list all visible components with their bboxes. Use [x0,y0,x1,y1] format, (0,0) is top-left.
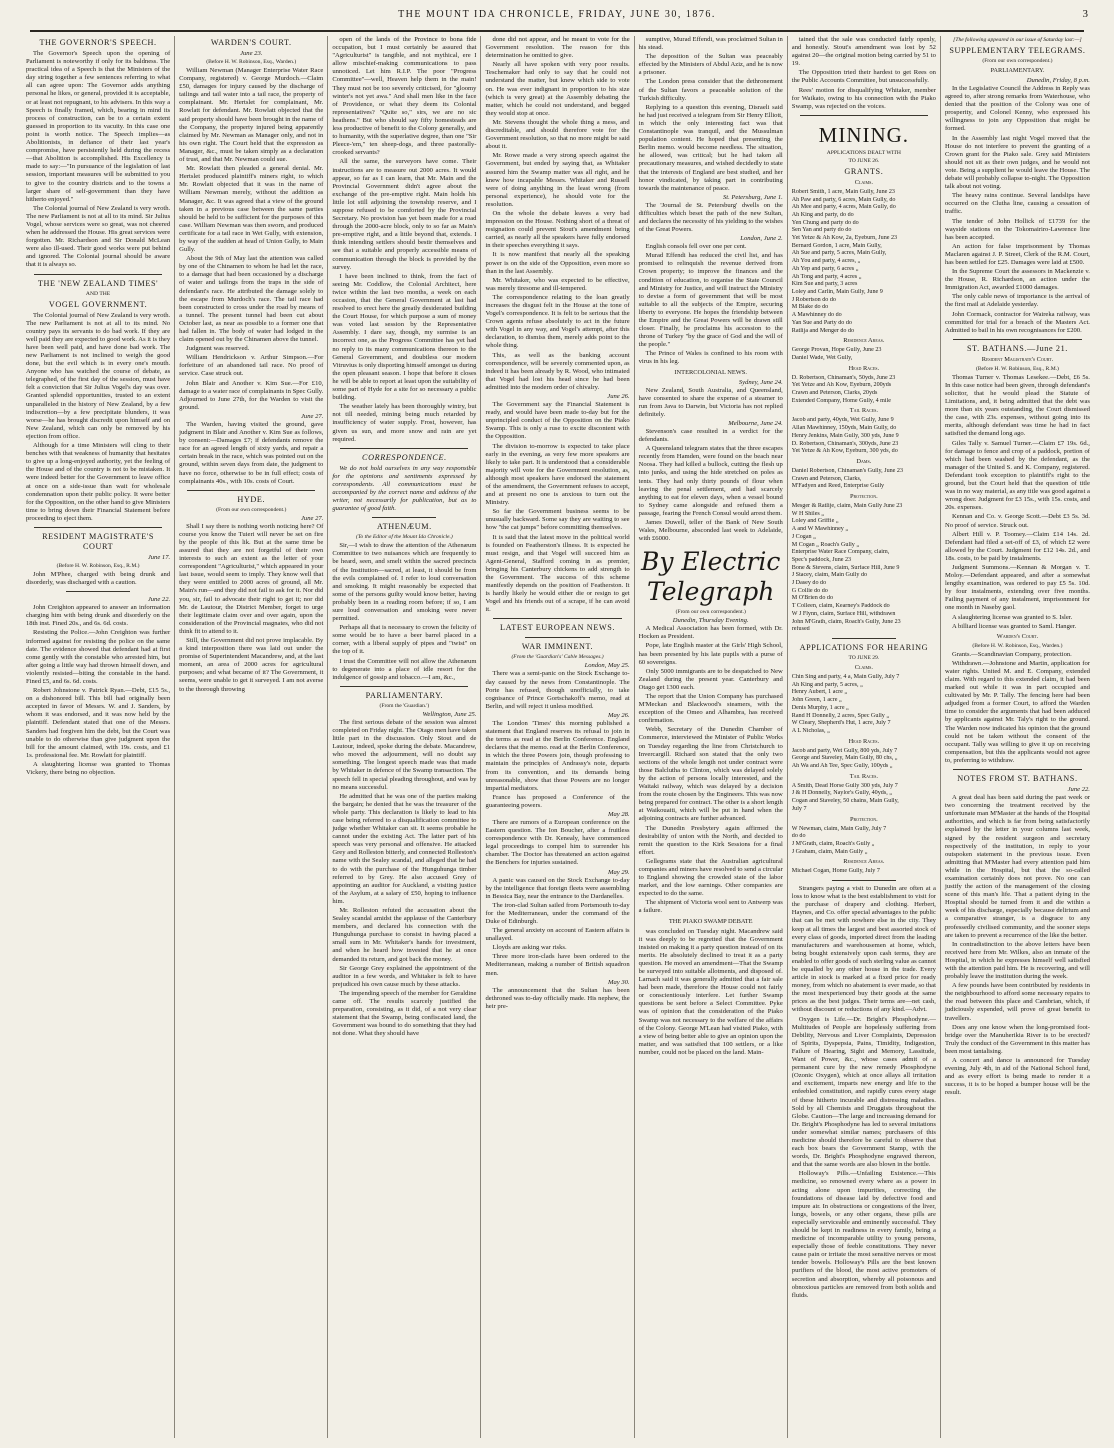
article-paragraph: About the 9th of May last the attention was called by one of the Chinamen to whom he had let the race, to a damage that had been occasioned by a discharge of water and tailings from the traps in the side of defendant's race. He attributed the damage solely to the escape from Murdoch's race. The tail race had been constructed to cross under the road by means of a tunnel. The present tunnel had been cut about October last, as near as possible to a former one that had fallen in. The body of water had lodged in the claim opened out by the Chinamen above the tunnel. [179,255,324,344]
page-number: 3 [1082,8,1088,20]
dateline: Sydney, June 24. [738,378,783,386]
list-item: Kim Sue and party, 3 acres [791,281,858,288]
list-item: Ah Yep and party, 6 acres „ [791,265,859,272]
divider [66,591,130,592]
dams-list [792,468,936,491]
article-paragraph: The general anxiety on account of Eastern affairs is unallayed. [485,927,630,943]
list-item: Jacob and party, Wet Gully, 800 yds, July 7 [791,747,898,754]
court-before: (Before H. W. Robinson, Esq., Warden.) [206,59,297,65]
list-item: Robert Smith, 1 acre, Main Gully, June 23 [791,188,895,195]
article-paragraph: It is said that the latest move in the political world is founded on Featherston's illness. It is expected he must resign, and that Vogel will succeed him as Agent-General, Stafford coming in as premier, bringing his Canterbury chickens to add strength to the Government. The success of this scheme manifestly depends on the position of Featherston. It is hardly likely he would either die or resign to get Vogel and his friends out of a scrape, if he can avoid it. [485,533,630,614]
article-paragraph: The Prince of Wales is confined to his room with virus in his leg. [638,350,783,366]
divider [34,274,162,275]
article-paragraph: Three more iron-clads have been ordered to the Mediterranean, making a number of British squadron men. [485,953,630,977]
list-item: Yet Yetze & Ah Kow, Eyeburn, 300 yds, do [791,448,898,455]
hearing-head-races-list [792,748,936,771]
article-paragraph: A great deal has been said during the past week or two concerning the treatment received by the unfortunate man M'Master at the hands of the Hospital authorities, and which is far from being satisfactorily explained by the letter in your columns last week, signed by the resident surgeon and secretary respectively of the institution, in reply to your outspoken statement in the previous issue. Even admitting that M'Master had every attention paid him while in the Hospital, but that the so-called examination certainly does not prove. No one can justify the action of the management of the closing scene of this man's life. That a patient dying in the Hospital should be turned from it and die within a week of his discharge, especially because delirium and a comparative stranger, is a disgrace to any professedly civilised community, and the sooner steps are taken to prevent a recurrence of the like the better. [944,794,1090,939]
divider [953,769,1082,770]
latest-european-news-heading: LATEST EUROPEAN NEWS. [500,623,616,633]
list-item: M Cogan „ Roach's Gully „ [791,541,860,548]
list-item: July 7 [791,805,807,812]
divider [34,527,162,528]
list-item: Sen Yan and party do do [791,227,852,234]
list-item: Ah Wa and Ah Tee, Spec Gully, 100yds „ [791,763,893,770]
correspondent-note: (From our own correspondent.) [675,609,746,616]
article-paragraph: Still, the Government did not prove implacable. By a kind interposition there was laid out under the promise of Superintendent Macandrew, and, at the last moment, an area of 2000 acres for agricultural purposes; and what became of it? The Government, it seems, were unable to get it surveyed. I am not averse to the thorough throwing [179,637,324,693]
dams-heading: Dams. [856,457,872,465]
mining-subheading-date: TO JUNE 26. [848,157,880,164]
divider [832,880,896,881]
dateline: June 17. [147,553,171,561]
article-paragraph: So far the Government business seems to be unusually backward. Some say they are waiting to see how "the cat jumps" before committing themselves. [485,508,630,532]
article-paragraph: The London 'Times' this morning published a statement that England reserves its refusal to join in the terms as read at the Berlin Conference. England declares that the memo. read at the Berlin Conference, in which the three Powers join, though professing to maintain the principles of Andrassy's note, departs from its convention, and its demands being unreasonable, show that those Powers are no longer impartial mediators. [485,719,630,792]
article-paragraph: A slaughtering license was granted to Thomas Vickery, there being no objection. [26,760,171,777]
list-item: W Newman, claim, Main Gully, July 7 [791,825,887,832]
list-item: George and Staveley, Main Gully, 80 chs, „ [791,755,898,762]
head-races-heading: Head Races. [848,364,880,372]
list-item: Spec's paddock, June 23 [791,556,852,563]
claims-list [792,189,936,335]
article-paragraph: English consols fell over one per cent. [645,243,747,251]
article-paragraph: The Colonial journal of New Zealand is very wroth. The new Parliament is not at all to its mind. Sir Julius Vogel, whose services were so great, was not cheered when he addressed the House. His great services were forgotten. Mr. Richardson and Sir Donald McLean were also ill-used. Their good works were put behind and ignored. The Colonial journal should be aware that it is always so. [26,204,171,269]
newspaper-title: THE MOUNT IDA CHRONICLE, FRIDAY, JUNE 30, 1876. [398,9,716,20]
dateline: May 26. [608,711,630,719]
electric-telegraph-heading: By Electric Telegraph [640,547,781,607]
article-paragraph: Replying to a question this evening, Disraeli said he had just received a telegram from Sir Henry Elliott, in which the only interesting fact was that Constantinople was tranquil, and the Mussulman population content. He hoped that presenting the Berlin memo. would become needless. The situation, he allowed, was critical; but he had taken all precautionary measures, and wished decidedly to state that the interests of England are best studied, and her honor vindicated, by taking part in contributing towards the maintenance of peace. [638,103,783,192]
article-paragraph: Mr. Rowlatt then pleaded a general denial. Mr. Hertslet produced plaintiff's miners right, to which Mr. Rowlatt objected that it was in the name of William Newman merely, without the addition as Manager, &c. It was agreed that a view of the ground taken in a previous case between the same parties should be held to be sufficient for the purposes of this case. William Newman was then sworn, and produced certificate for a tail race in Wet Gully, with extension, by way of the sudden at head of Union Gully, to Main Gully. [179,165,324,254]
list-item: J Robertson do do [791,296,836,303]
rm-court-heading: RESIDENT MAGISTRATE'S COURT [42,531,155,551]
hearing-residence-list [792,868,936,876]
supplementary-telegrams-heading: SUPPLEMENTARY TELEGRAMS. [949,46,1086,55]
list-item: Yet Yetze & Ah Kow, 2a, Eyeburn, June 23 [791,235,898,242]
divider [525,637,589,638]
governor-speech-heading: THE GOVERNOR'S SPEECH. [39,38,157,47]
article-paragraph: In contradistinction to the above letters have been received here from Mr. Wilkes, also an inmate of the Hospital, in which he expresses himself well satisfied with the attention paid him. He is recovering, and will probably leave the institution during the week. [944,940,1090,981]
court-before: (Before H. W. Robinson, Esq., R.M.) [56,562,140,569]
column-5 [635,36,788,1438]
nz-times-heading: THE 'NEW ZEALAND TIMES' [37,278,159,288]
source-note: (From the 'Guardian.') [379,702,430,709]
vogel-government-heading: VOGEL GOVERNMENT. [48,299,148,309]
article-paragraph: I trust the Committee will not allow the Athenæum to degenerate into a place of idle resort for the indulgence of gossip and tobacco.—I am, &c., [332,657,477,681]
hearing-heading: APPLICATIONS FOR HEARING [799,643,929,652]
dateline: Melbourne, June 24. [728,419,783,427]
divider [800,115,928,116]
list-item: A Mawhinney do do [791,312,842,319]
protection-list [792,503,936,634]
article-paragraph: Resisting the Police.—John Creighton was further informed against for resisting the police on the same date. The evidence showed that defendant had at first come gently with the constable who arrested him, but after going a little way had thrown himself down, and violently resisted—biting the constable in the hand. Fined £5, and 6s. 6d. costs. [26,629,171,685]
hearing-protection-heading: Protection. [849,815,878,823]
hearing-tail-races-list [792,783,936,814]
dateline: June 22. [147,596,171,604]
list-item: Allan Mawhinney, 150yds, Main Gully, do [791,425,897,432]
dateline: May 29. [608,868,630,876]
article-paragraph: John Creighton appeared to answer an information charging him with being drunk and disorderly on the 18th inst. Fined 20s., and 6s. 6d. costs. [26,604,171,628]
mining-subheading: APPLICATIONS DEALT WITH [826,149,901,156]
residence-list [792,347,936,362]
dateline: June 27. [300,514,324,522]
article-paragraph: I have been inclined to think, from the fact of seeing Mr. Coddlow, the Colonial Architect, here twice within the last two months, a week on each occasion, that the General Government at last had resolved to erect here the greatly desiderated building the Court House, for which purpose a sum of money was voted last session by the Representative Assembly. I dare say, though, my surmise is an incorrect one, as the Progress Committee has yet had no reply to its many communications thereon to the General Government, and doubtless our modern Vitruvius is only disporting himself amongst us during the open pleasant season. I hope that before it closes he will be able to report at least upon the suitability of some part of Hyde for a site for so necessary a public building. [332,272,477,402]
article-paragraph: Thomas Turner v. Thomas Lesekee.—Debt, £6 5s. In this case notice had been given, through defendant's solicitor, that he would plead the Statute of Limitations, and, it being admitted that the debt was more than six years outstanding, the Court dismissed the case, with 23s. expenses, without going into its merits, although defendant was time he had in fact satisfied the demand long ago. [944,373,1090,438]
article-paragraph: Sir,—I wish to draw the attention of the Athenæum Committee to two nuisances which are frequently to be heard, seen, and smelt within the sacred precincts of the Institution—sacred, at least, it should be from the evils complained of. I refer to loud conversation and smoking. It might reasonably be expected that some of the persons guilty would know better, having probably been in a reading room before; if so, I am sure loud conversation and smoking were never permitted. [332,542,477,623]
list-item: Cogan and Staveley, 50 chains, Main Gully, [791,798,899,805]
column-2 [175,36,328,1438]
article-paragraph: The announcement that the Sultan has been dethroned was to-day officially made. His nephew, the heir pre- [485,986,630,1010]
hearing-tail-races-heading: Tail Races. [849,772,878,780]
list-item: Bone & Stevens, claim, Surface Hill, June 9 [791,564,900,571]
article-paragraph: France has proposed a Conference of the guaranteeing powers. [485,793,630,809]
article-paragraph: In the Legislative Council the Address in Reply was agreed to, after strong remarks from Waterhouse, who denied that the position of the Colony was one of prosperity, and Colonel Kenny, who expressed his willingness to join any Opposition that might be formed. [944,85,1090,133]
advertisement-paragraph: Holloway's Pills.—Unfailing Existence.—This medicine, so renowned every where as a power in acting alone upon impurities, correcting the foundations of disease laid by defective food and impure air. In obstructions or congestions of the liver, lungs, bowels, or any other organs, these pills are especially serviceable and eminently successful. They should be kept in readiness in every family, being a medicine of incomparable utility to young persons, especially those of feeble constitutions. They never cause pain or irritate the most sensitive nerves or most tender bowels. Holloway's Pills are the best known purifiers of the blood, the most active promoters of secretion and absorption, whereby all poisonous and obnoxious particles are removed from both solids and fluids. [791,1170,936,1299]
article-paragraph: New Zealand, South Australia, and Queensland, have consented to share the expense of a steamer to run from Java to Darwin, but Victoria has not replied definitely. [638,386,783,418]
divider [372,517,436,518]
divider [493,618,621,619]
column-3 [328,36,481,1438]
correspondent-note: (From our own correspondent.) [216,506,287,513]
article-paragraph: He admitted that he was one of the parties making the bargain; he denied that he was the treasurer of the whole party. This declaration is likely to lead to his case being referred to a disqualification committee to judge whether Whitaker can sit. It seems probable he cannot under the existing Act. The latter part of his speech was very personal and offensive. He attacked Grey and Rolleston bitterly, and connected Rolleston's name with the Sealey scandal, and alleged that he had to do with the purchase of the Hunguhunga timber referred to by Grey. He also accused Grey of appointing an auditor for Auckland, a visiting justice of the Asylum, at a salary of £50, hoping to influence him. [332,792,477,905]
article-paragraph: It is now manifest that nearly all the speaking power is on the side of the Opposition, even more so than in the last Assembly. [485,251,630,275]
article-paragraph: Mr. Rolleston refuted the accusation about the Sealey scandal amidst the applause of the Canterbury members, and declared his connection with the Hunguhunga purchase to consist in having placed a small sum in Mr. Whitaker's hands for investment, and when he heard how invested that he at once demanded its return, and got back the money. [332,907,477,963]
list-item: Chin Sing and party, 4 a, Main Gully, July 7 [791,674,900,680]
dateline: St. Petersburg, June 1. [722,193,783,201]
article-paragraph: Murad Effendi has reduced the civil list, and has promised to relinquish the revenue derived from Crown property; to improve the finances and the condition of education, to organise the State Council and Ministry for Justice, and will instruct the Ministry to devise a form of government that will be most suitable to all the subjects of the Empire, securing liberty to everyone. He hopes the friendship between the Empire and the Great Powers will be drawn still closer. Finally, he proclaims his accession to the throne of Turkey "by the grace of God and the will of the people." [638,252,783,349]
article-paragraph: A Medical Association has been formed, with Dr. Hocken as President. [638,625,783,641]
article-paragraph: Withdrawn.—Johnstone and Martin, application for water rights. United M. and E. Company, extended claim. With regard to this extended claim, it had been marked out while it was in part occupied and cultivated by Mr. P. Tally. The fencing here had been adjudged from a former Court, to afford the Warden time to consider the arguments that had been adduced by applicants against Mr. Taly's right to the ground. The Warden now indicated his opinion that the ground could not be taken without the consent of the occupant. Tally was willing to give it up on receiving compensation, but this the applicants would not agree to, preferring to withdraw. [944,659,1090,764]
intercolonial-heading: INTERCOLONIAL NEWS. [674,368,747,376]
article-paragraph: Perhaps all that is necessary to crown the felicity of some would be to have a beer barrel placed in a corner, with a liberal supply of pipes and "twist" on the top of it. [332,624,477,656]
article-paragraph: William Hendrickson v. Arthur Simpson.—For forfeiture of an abandoned tail race. No proof of service. Case struck out. [179,354,324,378]
article-paragraph: Giles Tally v. Samuel Turner.—Claim £7 19s. 6d., for damage to fence and crop of a paddock, portion of which had been washed by the defendant, as the manager of the United S. and K. Company, registered. Defendant took exception to plaintiff's right to the ground, but the Court held that the question of title was in no way material, as any title was good against a wrong doer. Judgment for £3 15s., with 15s. costs, and 20s. expenses. [944,439,1090,512]
article-paragraph: In the Supreme Court the assessors in Mackenzie v. the House, R. Richardson, an action under the Immigration Act, awarded £1000 damages. [944,268,1090,292]
article-paragraph: A slaughtering license was granted to S. Isler. [951,613,1073,621]
list-item: W Cleary, Shepherd's Hut, 1 acre, July 7 [791,720,891,727]
list-item: Henry Aubert, 1 acre „ [791,689,848,696]
article-paragraph: This, as well as the banking account correspondence, will be severely commented upon, as indeed it has been already by R. Wood, who intimated that Vogel had lost his head since he had been admitted into the modern order of chivalry. [485,351,630,391]
article-paragraph: There was a semi-panic on the Stock Exchange to-day caused by the news from Constantinople. The Porte has refused, though unofficially, to take cognisance of Prince Gortschakoff's memo, read at Berlin, and will reject it unless modified. [485,670,630,710]
notes-st-bathans-heading: NOTES FROM ST. BATHANS. [957,774,1078,784]
grants-heading: GRANTS. [844,166,884,176]
list-item: Daniel Robertson, Chinaman's Gully, June 23 [791,467,904,474]
article-paragraph: Sir George Grey explained the appointment of the auditor in a few words, and Whitaker is felt to have prejudiced his own cause much by these attacks. [332,964,477,988]
protection-heading: Protection. [849,493,878,501]
list-item: A and W Mawhinney „ [791,526,849,533]
article-paragraph: James Duwell, teller of the Bank of New South Wales, Melbourne, absconded last week to Adelaide, with £6000. [638,518,783,543]
list-item: J Dasey do do [791,580,827,587]
article-paragraph: A few pounds have been contributed by residents in the neighbourhood to afford some necessary repairs to the road between this place and Cambrian, which, if judiciously expended, will prove of great benefit to travellers. [944,982,1090,1022]
list-item: Henry Jenkins, Main Gully, 300 yds, June 9 [791,432,899,439]
hearing-subheading: TO JUNE 29. [848,655,880,661]
list-item: Ratlija and Menger do do [791,327,855,334]
list-item: Bernard Gordon, 1 acre, Main Gully, [791,242,882,249]
article-paragraph: The only cable news of importance is the arrival of the first mail at Adelaide yesterday. [944,293,1090,309]
divider [953,339,1082,340]
list-item: Ah King and party, do do [791,211,854,218]
head-races-list [792,375,936,406]
article-paragraph: was concluded on Tuesday night. Macandrew said it was deeply to be regretted that the Government insisted on making it a party question instead of on its merits. He absolutely declined to treat it as a party question. He moved an amendment—That the Swamp be surveyed into suitable allotments, and disposed of. Larnach said it was generally admitted that a fair sale had been made, therefore the House could not fairly or conscientiously interfere. Let further Swamp questions be sent before a Select Committee. Pyke was of opinion that the consideration of the Piako Swamp was not necessary to the welfare of the affairs of the Colony. George M'Lean had visited Piako, with a view of being better able to give an opinion upon the matter, and was satisfied that 100 settlers, or a like number, could not be placed on the land. Main- [638,927,783,1056]
correspondence-heading: CORRESPONDENCE. [362,452,447,462]
article-paragraph: William Newman (Manager Enterprise Water Race Company, registered) v. George Murdoch.—Claim £50, damages for injury caused by the discharge of tailings and tail water into a tail race, the property of complainant. Mr. Hertslet for complainant, Mr. Rowlatt for defendant. Mr. Rowlatt objected that the said property should have been brought in the name of the Company, the property injured being apparently claimed by Mr. Newman as Manager only, and not in his own right. The Court held that the expression as Manager, &c., must be taken simply as a declaration of trust, and that Mr. Newman could sue. [179,67,324,164]
list-item: J Graham, claim, Main Gully „ [791,848,868,855]
list-item: Crawn and Peterson, Clarks, [791,475,862,482]
column-1 [22,36,175,1438]
list-item: G Collie do do [791,587,828,594]
article-paragraph: The London press consider that the dethronement of the Sultan favors a peaceable solution of the Turkish difficulty. [638,78,783,102]
court-before: (Before H. W. Robinson, Esq., R.M.) [975,365,1059,372]
list-item: John M'Grath, claim, Roach's Gully, June 23 [791,618,901,625]
article-paragraph: There are rumors of a European conference on the Eastern question. The Ion Boucher, after a fruitless correspondence with Dr. Kenealy, have commenced legal proceedings to compel him to surrender his chamber. The Doctor has threatened an action against the Benchers for injuries sustained. [485,818,630,867]
article-paragraph: The Dunedin Presbytery again affirmed the desirability of union with the North, and decided to remit the question to the Kirk Sessions for a final effort. [638,824,783,856]
article-paragraph: Grants.—Scandinavian Company, protection. [951,650,1072,658]
parliamentary-heading: PARLIAMENTARY. [990,67,1045,74]
list-item: Ah Sue and party, 5 acres, Main Gully, [791,250,887,257]
article-paragraph: Mr. Stevens thought the whole thing a mess, and discreditable, and should therefore vote for the Government resolution, so that no more might be said about it. [485,118,630,151]
list-item: Ah King and party, 5 acres, „ [791,681,863,688]
list-item: D. Robertson, Chinaman's, 300yds, June 23 [791,440,899,447]
list-item: Enterprise Water Race Company, claim, [791,549,890,556]
divider [340,448,468,449]
list-item: Yen Chung and party do do [791,219,859,226]
article-paragraph: A billiard license was granted to Saml. Hanger. [951,622,1077,630]
article-paragraph: sumptive, Murad Effendi, was proclaimed Sultan in his stead. [638,36,783,52]
list-item: J Cogan „ [791,533,816,540]
article-paragraph: Judgment Summons.—Kennan & Morgan v. T. Moloy.—Defendant appeared, and after a somewhat lengthy examination, was ordered to pay £5 5s. 10d. by four instalments, extending over five months. Failing payment of any instalment, imprisonment for one month in Naseby gaol. [944,563,1090,612]
article-paragraph: Gellegrams state that the Australian agricultural companies and miners have resolved to send a circular to England showing the crowded state of the labor market, and the low earnings. Other companies are expected to do the same. [638,857,783,898]
article-paragraph: The Opposition tried their hardest to get Rees on the Public Accounts Committee, but unsuccessfully. [791,69,936,85]
article-paragraph: The report that the Union Company has purchased M'Meckan and Blackwood's steamers, with the exception of the Omeo and Alhambra, has received confirmation. [638,693,783,725]
advertisement-paragraph: Strangers paying a visit to Dunedin are often at a loss to know what is the best establishment to visit for the purchase of drapery and clothing. Herbert, Haynes, and Co. offer special advantages to the public that can be met with nowhere else in the city. They keep at all times the largest and best assorted stock of every class of goods, imported direct from the leading manufacturers and warehousemen at home, which, being bought extensively upon cash terms, they are enabled to offer goods of such sterling value as cannot be equalled by any other house in the trade. Every article in stock is marked at a fixed price for ready money, from which no abatement is ever made, so that the most inexperienced buy their goods at the same prices as the best judges. Their terms are—net cash, without discount or reductions of any kind.—Advt. [791,885,936,1014]
article-paragraph: Judgment was reserved. [186,345,250,353]
list-item: Yan Sue and Party do do [791,319,852,326]
list-item: George Provan, Hope Gully, June 23 [791,347,882,354]
list-item: T Colleen, claim, Kearney's Paddock do [791,603,890,610]
list-item: Ah Mee and party, 4 acres, Main Gully, do [791,204,896,211]
article-paragraph: In the Assembly last night Vogel moved that the House do not interfere to prevent the granting of a Crown grant for the Piako sale. Grey said Ministers should not sit as their own judges, and he would not vote. Being a supplient he would leave the House. The debate will probably collapse to-night. The Opposition talk about not voting. [944,134,1090,191]
list-item: J & H Donnelly, Naylor's Gully, 40yds, „ [791,790,892,797]
list-item: A L Nicholas, „ [791,727,830,734]
athenaeum-heading: ATHENÆUM. [377,522,432,532]
article-paragraph: A panic was caused on the Stock Exchange to-day by the intelligence that foreign fleets were assembling in Bessica Bay, near the entrance to the Dardanelles. [485,876,630,900]
article-paragraph: Rees' motion for disqualifying Whitaker, member for Waikato, owing to his connection with the Piako Swamp, was rejected on the voices. [791,86,936,110]
list-item: Jacob and party, 40yds, Wet Gully, June 9 [791,417,894,424]
dateline: London, June 2. [740,235,783,243]
list-item: Loley and Griffie „ [791,518,839,525]
dateline: June 23. [240,50,263,57]
article-paragraph: Does any one know when the long-promised foot-bridge over the Manuherikia River is to be erected? Truly the conduct of the Government in this matter has been most tantalising. [944,1023,1090,1055]
list-item: Ah Tong and party, 4 acres „ [791,273,862,280]
residence-heading: Residence Areas. [843,337,885,345]
divider [187,490,315,491]
article-paragraph: Robert Johnstone v. Patrick Ryan.—Debt, £15 5s., on a dishonored bill. This bill had originally been accepted in favor of Messrs. W. and J. Sanders, by whom it was endorsed, and it was now held by the plaintiff. Defendant stated that one of the Messrs. Sanders had forgiven him the debt, but the Court was unable to do otherwise than give judgment upon the bill for the amount claimed, with 19s. costs, and £1 1s. professional fee. Mr. Rowlatt for plaintiff. [26,687,171,759]
article-paragraph: The Colonial journal of New Zealand is very wroth. The new Parliament is not at all to its mind. No country pays its servants to do bad work. If they are well paid they are expected to good work. As it is they have been well paid, and have done bad work. The new Parliament is not inclined to weigh the good done, but the evil which is in every one's mouth. Anyone who has watched the course of debate, as telegraphed, of the first day of the session, must have felt a conviction that Sir Julius Vogel's day was over. Granted splendid opportunities, trusted to an extent unparalleled in the history of New Zealand, by a few indiscretion—by a few precipitate blunders, it was worse—he has brought discredit upon himself and on New Zealand, which can only be removed by his ejection from office. [26,311,171,440]
correspondence-note: We do not hold ourselves in any way responsible for the opinions and sentiments expressed by correspondents. All communications must be accompanied by the correct name and address of the writer, not necessarily for publication, but as to guarantee of good faith. [332,464,477,513]
issue-note: [The following appeared in our issue of Saturday last:—] [953,37,1082,43]
article-paragraph: Mr. Whitaker, who was expected to be effective, was merely tiresome and ill-tempered. [485,276,630,292]
list-item: Loley and Carlin, Main Gully, June 9 [791,288,883,295]
list-item: Crawn and Peterson, Clarks, 20yds [791,390,878,397]
list-item: Denis Murphy, 1 acre „ [791,704,849,711]
column-7 [941,36,1094,1438]
article-paragraph: Albert Hill v. P. Toomey.—Claim £14 14s. 2d. Defendant had filed a set-off of £3, of which £2 were allowed by the Court. Judgment for £12 14s. 2d., and 18s. costs, to be paid by instalments. [944,530,1090,562]
article-paragraph: Stevenson's case resulted in a verdict for the defendants. [638,427,783,444]
tail-races-list [792,417,936,456]
newspaper-columns [22,36,1094,1438]
list-item: W J Flynn, claim, Surface Hill, withdrawn [791,610,896,617]
column-4 [481,36,634,1438]
article-paragraph: A Queensland telegram states that the three escapes recently from Hamden, were found on the beach near Noosa. They had killed a bullock, cutting the flesh up into junks, and using the hide stretched on poles as tents. They had only thirty pounds of flour when leaving the penal settlement, and had scarcely anything to eat for eleven days, when a vessel bound to Sydney came alongside and refused them a passage, fearing the French Consul would arrest them. [638,445,783,517]
list-item: M Blake do do [791,304,829,311]
list-item: A Smith, Dead Horse Gully 300 yds, July 7 [791,782,898,789]
mining-heading: MINING. [818,122,910,147]
dateline: London, May 25. [584,662,630,670]
dateline: June 22. [1067,786,1090,794]
article-paragraph: A concert and dance is announced for Tuesday evening, July 4th, in aid of the National School fund, and as every effort is being made to render it a success, it is to be hoped a bumper house will be the result. [944,1057,1090,1097]
article-paragraph: tained that the sale was conducted fairly openly, and honestly. Stout's amendment was lost by 52 against 20—the original motion being carried by 51 to 19. [791,36,936,68]
hearing-residence-heading: Residence Areas. [843,858,885,866]
list-item: M O'Brien do do [791,595,833,602]
dateline: Dunedin, Friday, 8 p.m. [1026,77,1090,84]
dateline: June 26. [607,393,630,401]
letter-address: (To the Editor of the Mount Ida Chronicle.) [355,534,453,541]
article-paragraph: open of the lands of the Province to bona fide occupation, but I must certainly be assured that "Agriculturist" is tangible, and not mythical, ere I allow mischief-making communications to pass unnoticed. Let him R.I.P. The poor "Progress Committee"—well, Heaven help them in the main! They must not be too severely criticised, for "gloomy winter's not yet awa." And shall men like in the face of Providence, or what they deem its Colonial representatives? "Quite so," sirs, we are no sic heathens." But who should say fifty homesteads are less productive of benefit to the Colony generally, and to humanity, with the superlative degree, than one "Sir Pleece-'em," ten sheep-dogs, and three pastorally-crooked servants? [332,36,477,157]
article-paragraph: The weather lately has been thoroughly wintry, but not till needed, mining being much retarded by insufficiency of water supply. Frost, however, has given us sun, and more snow and rain are yet required. [332,403,477,443]
article-paragraph: Pope, late English master at the Girls' High School, has been presented by his late pupils with a purse of 60 sovereigns. [638,642,783,666]
dateline: May 28. [608,810,630,818]
advertisement-paragraph: Oxygen is Life.—Dr. Bright's Phosphodyne.—Multitudes of People are hopelessly suffering from Debility, Nervous and Liver Complaints, Depression of Spirits, Dyspepsia, Pains, Timidity, Indigestion, Failure of Hearing, Sight and Memory, Lassitude, Want of Power, &c., whose cases admit of a permanent cure by the new remedy Phosphodyne (Ozonic Oxygen), which at once allays all irritation and excitement, imparts new energy and life to the enfeebled constitution, and rapidly cures every stage of these hitherto incurable and distressing maladies. Sold by all Chemists and Druggists throughout the Globe. Caution—The large and increasing demand for Dr. Bright's Phosphodyne has led to several imitations under somewhat similar names; purchasers of this medicine should therefore be careful to observe that each box bears the Government Stamp, with the words, Dr. Bright's Phosphodyne engraved thereon, and that the same words are also blown in the bottle. [791,1015,936,1169]
piako-debate-heading: THE PIAKO SWAMP DEBATE [668,917,753,925]
article-paragraph: The first serious debate of the session was almost completed on Friday night. The Otago men have taken little part in the discussion. Only Stout and de Lautour, indeed, spoke during the debate. Macandrew, who moved the adjournment, will no doubt say something. The longest speech made was that made by Whitaker in defence of the Swamp transaction. The speech fell in special pleading throughout, and was by no means successful. [332,718,477,791]
article-paragraph: The Warden, having visited the ground, gave judgment in Blair and Another v. Kim Sue as follows, by consent:—Damages £7; if defendants remove the race for an agreed length of sixty yards, and repair a certain break in the race, which was pointed out on the ground, within seven days from date, the judgment to have no force, otherwise to be in full effect; costs of complainants 40s., with 10s. costs of Court. [179,420,324,485]
list-item: refused [791,626,810,633]
article-paragraph: John M'Phee, charged with being drunk and disorderly, was discharged with a caution. [26,570,171,587]
article-paragraph: John Blair and Another v. Kim Sue.—For £10, damage to a water race of complainants in Spec Gully. Adjourned to June 27th, for the Warden to visit the ground. [179,379,324,411]
article-paragraph: Although for a time Ministers will cling to their benches with that weakness of humanity that hesitates to give up a long-enjoyed authority, yet the feeling of the House and of the country is not to be mistaken. It were indeed better for the Government to leave office at once on a side-issue than wait for wholesale condemnation upon their public policy. It were better for the Opposition, on the other hand to give Ministers time to bring down their Financial Statement before proceeding to eject them. [26,442,171,522]
nz-times-subheading: AND THE [85,290,111,297]
masthead-rule [30,30,1084,32]
column-6 [788,36,941,1438]
divider [340,686,468,687]
article-paragraph: The Government say the Financial Statement is ready, and would have been made to-day but for the unprincipled conduct of the Opposition on the Piako Swamp. This is only a ruse to excite discontent with the Opposition. [485,401,630,441]
article-paragraph: Webb, Secretary of the Dunedin Chamber of Commerce, interviewed the Minister of Public Works on Tuesday regarding the line from Christchurch to Invercargill. Richard son stated that the only two sections of the whole length not under contract were those Balclutha to Clinton, which was delayed solely by the action of persons locally interested, and the Waitaki railway, which was delayed by a decision from the route chosen by the Engineers. This was now being prepared for contract. The other is a short length at Waikouaiti, which will be put in hand when the adjoining contracts are further advanced. [638,726,783,823]
article-paragraph: Shall I say there is nothing worth noticing here? Of course you know the Tuieri will never be set on fire by the people of this lik. But at the same time be assured that they are not forgetful of their own interests to such an extent as the letter of your correspondent "Agriculturist," which appeared in your last issue, would seem to imply. They know well that they were entitled to 2000 acres of ground, all Mr. Main's run—and they did not fail to ask for it. Nor did you, sir, fail to advocate their right to get it; nor did Mr. de Lautour, the District Member, forget to urge their legitimate claim over and over again, upon the consideration of the Provincial magnates, who did not think fit to attend to it. [179,522,324,635]
list-item: Mesger & Ratlije, claim, Main Gully June 23 [791,503,903,510]
divider [832,638,896,639]
list-item: Daniel Wade, Wet Gully, [791,354,853,361]
list-item: Michael Cogan, Home Gully, July 7 [791,868,880,875]
hearing-head-races-heading: Head Races. [848,737,880,745]
list-item: Yet Yetze and Ah Kow, Eyeburn, 200yds [791,382,892,389]
article-paragraph: The tender of John Hollick of £1739 for the wayside stations on the Tokomairiro-Lawrence line has been accepted. [944,217,1090,241]
article-paragraph: On the whole the debate leaves a very bad impression on the House. Nothing short of a threat of resignation could prevent Stout's amendment being carried, as nearly all the speakers have fully endorsed in their speeches everything it says. [485,209,630,250]
article-paragraph: The shipment of Victoria wool sent to Antwerp was a failure. [638,899,783,915]
list-item: do do [791,833,806,840]
dateline: June 27. [300,412,324,420]
article-paragraph: Kennan and Co. v. George Scott.—Debt £3 5s. 3d. No proof of service. Struck out. [944,513,1090,529]
dateline: May 30. [608,978,630,986]
list-item: Extended Company, Home Gully, 4 mile [791,397,892,404]
article-paragraph: Nearly all have spoken with very poor results. Teschemaker had only to say that he could not understand the matter, but knew which side to vote on. He was ever indignant in proportion to his size (which is very great) at the Assembly debating the matter, which he could not understand, and begged they would stop at once. [485,61,630,117]
list-item: D. Robertson, Chinaman's, 50yds, June 23 [791,374,896,381]
article-paragraph: Mr. Rowe made a very strong speech against the Government, but ended by saying that, as Whitaker assured him the Swamp matter was all right, and he knew how incapable Messrs. Whitaker and Russell were of doing anything in the least wrong (from personal experience), he should vote for the resolution. [485,152,630,208]
hyde-heading: HYDE. [237,494,266,504]
article-paragraph: The Governor's Speech upon the opening of Parliament is noteworthy if only for its baldness. The practical idea of a Speech is that the Ministers of the day string together a few sentences referring to what all can agree upon: The Governor adds anything personal he likes, or general, provided it is acceptable, or at least not repugnant, to his advisers. In this way a Speech is finally framed, which, bearing in mind its process of construction, can be to a certain extent guessed in proportion to its vacuity. In this case one point is worth notice. The Speech implies—as Abolitionists, in defiance of their last year's compromise, have persistently held during the recess—that Abolition is accomplished. His Excellency is made to say:—"In pursuance of the legislation of last session, important measures will be submitted to you to give to the country districts and to the towns a larger share of self-government than they have hitherto enjoyed." [26,50,171,203]
wardens-court-heading: Warden's Court. [996,632,1039,640]
list-item: J Stacey, claim, Main Gully do [791,572,868,579]
list-item: Rand H Donnelly, 2 acres, Spec Gully „ [791,712,890,719]
article-paragraph: done did not appear, and he meant to vote for the Government resolution. The reason for this determination he omitted to give. [485,36,630,60]
article-paragraph: Lloyds are asking war risks. [492,944,567,952]
article-paragraph: The deposition of the Sultan was peaceably effected by the Ministers of Abdul Aziz, and he is now a prisoner. [638,53,783,77]
masthead [0,0,1114,30]
court-before: (Before H. W. Robinson, Esq., Warden.) [972,642,1063,649]
dateline: Dunedin, Thursday Evening. [672,617,749,625]
dateline: Wellington, June 25. [422,710,477,718]
article-paragraph: Only 5000 immigrants are to be despatched to New Zealand during the present year. Canterbury and Otago get 1300 each. [638,667,783,691]
article-paragraph: The 'Journal de St. Petersburg' dwells on the difficulties which beset the path of the new Sultan, and declares the necessity of his yielding to the wishes of the Great Powers. [638,201,783,234]
article-paragraph: The heavy rains continue. Several landslips have occurred on the Clutha line, causing a cessation of traffic. [944,192,1090,216]
correspondent-note: (From our own correspondent.) [982,58,1053,64]
list-item: Ah Paw and party, 6 acres, Main Gully, do [791,196,896,203]
article-paragraph: All the same, the surveyors have come. Their instructions are to measure out 2000 acres. It would appear, so far as I can learn, that Mr. Main and the Provincial Government didn't agree about the exchange of the pre-emptive right. Main holds his little lot still adjoining the township reserve, and I suppose refused to be comforted by the Provincial Secretary. No provision has yet been made for a road through the 2000-acre block, only to so far as Main's pre-emptive right, and a little beyond that, extends. I think intending settlers should bestir themselves and see that a suitable and properly accessible means of communication through the block is provided by the survey. [332,158,477,271]
tail-races-heading: Tail Races. [849,407,878,415]
war-imminent-heading: WAR IMMINENT. [521,642,594,652]
hearing-claims-heading: Claims. [854,664,874,671]
article-paragraph: The correspondence relating to the loan greatly increases the disgust felt in the House at the tone of Vogel's correspondence. It is felt to be serious that the Crown agents refuse absolutely to act in the future with Vogel in any way, and Vogel's attempt, after this declaration, to dismiss them, merely adds point to the whole thing. [485,293,630,350]
article-paragraph: The impending speech of the member for Geraldine came off. The results scarcely justified the preparation, consisting, as it did, of a not very clear statement that the Swamp, being confiscated land, the Government was bound to do something that they had not done. What they should have [332,989,477,1038]
parliamentary-heading: PARLIAMENTARY. [365,690,444,700]
list-item: W H Shiles „ [791,510,824,517]
article-paragraph: The iron-clad Sultan sailed from Portsmouth to-day for the Mediterranean, under the command of the Duke of Edinburgh. [485,901,630,925]
hearing-claims-list [792,674,936,736]
list-item: Ah You and party, 4 acres, „ [791,258,861,265]
list-item: M'Fadyen and Reed, Enterprise Gully [791,483,885,490]
rm-court-heading: Resident Magistrate's Court. [981,355,1054,363]
article-paragraph: An action for false imprisonment by Thomas Maclaren against J. P. Street, Clerk of the R.M. Court, has been settled for £25. Damages were laid at £500. [944,242,1090,266]
st-bathans-heading: ST. BATHANS.—June 21. [966,343,1068,353]
source-note: (From the 'Guardian's' Cable Messages.) [511,654,604,661]
article-paragraph: John Cormack, contractor for Waireka railway, was committed for trial for a breach of the Masters Act. Admitted to bail in his own recognisances for £200. [944,310,1090,334]
hearing-protection-list [792,826,936,857]
claims-heading: Claims. [854,178,874,186]
article-paragraph: The division to-morrow is expected to take place early in the evening, as very few more speakers are likely to take part. It is understood that a considerable majority will vote for the Government resolution, as, although most speakers have endorsed the statement of the amendment, the Government refuses to accept, and at present no one is anxious to turn out the Ministry. [485,442,630,507]
wardens-court-heading: WARDEN'S COURT. [210,38,292,47]
list-item: J M'Grath, claim, Roach's Gully „ [791,840,875,847]
list-item: John Green, 1 acre „ [791,697,842,704]
